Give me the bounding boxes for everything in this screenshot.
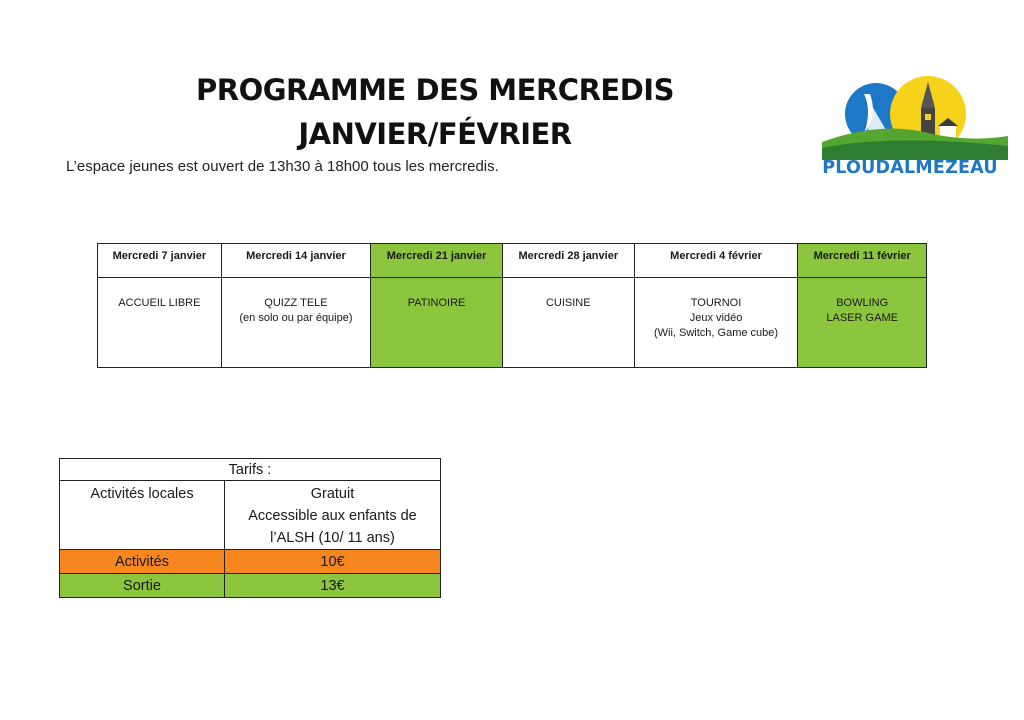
table-row — [60, 550, 441, 574]
schedule-activity-1 — [221, 278, 370, 368]
schedule-activity-0 — [98, 278, 222, 368]
schedule-table — [97, 243, 927, 368]
activity-line: ACCUEIL LIBRE — [118, 297, 201, 309]
activity-line: LASER GAME — [826, 312, 898, 324]
tarif-value — [225, 481, 441, 550]
schedule-date-4: Mercredi 4 février — [634, 244, 798, 278]
activity-line: (en solo ou par équipe) — [239, 312, 353, 324]
tarif-value-line: Accessible aux enfants de — [248, 508, 417, 524]
activity-line: TOURNOI — [690, 297, 742, 309]
tarif-value-line: l’ALSH (10/ 11 ans) — [270, 530, 395, 546]
tarif-label: Activités — [60, 550, 225, 574]
tarif-value: 10€ — [225, 550, 441, 574]
logo-text: PLOUDALMEZEAU — [822, 158, 998, 178]
activity-line: QUIZZ TELE — [264, 297, 328, 309]
activity-line: CUISINE — [545, 297, 591, 309]
page-title-line1: PROGRAMME DES MERCREDIS — [196, 73, 674, 107]
activity-line: PATINOIRE — [407, 297, 466, 309]
tarifs-title: Tarifs : — [60, 459, 441, 481]
tarif-value-line: Gratuit — [310, 486, 355, 502]
page-title-line2: JANVIER/FÉVRIER — [298, 117, 572, 151]
tarif-value: 13€ — [225, 574, 441, 598]
schedule-date-5: Mercredi 11 février — [798, 244, 927, 278]
tarif-label: Activités locales — [60, 481, 225, 550]
schedule-activity-2 — [371, 278, 503, 368]
activity-line: BOWLING — [836, 297, 889, 309]
schedule-date-1: Mercredi 14 janvier — [221, 244, 370, 278]
town-logo — [812, 76, 1008, 184]
activity-line: Jeux vidéo — [689, 312, 743, 324]
tarif-label: Sortie — [60, 574, 225, 598]
schedule-activity-4 — [634, 278, 798, 368]
schedule-date-0: Mercredi 7 janvier — [98, 244, 222, 278]
activity-line: (Wii, Switch, Game cube) — [653, 327, 779, 339]
schedule-date-2: Mercredi 21 janvier — [371, 244, 503, 278]
intro-text: L’espace jeunes est ouvert de 13h30 à 18h00 tous les mercredis. — [66, 158, 499, 175]
schedule-date-3: Mercredi 28 janvier — [502, 244, 634, 278]
logo-emblem-icon — [812, 76, 1008, 160]
table-row — [60, 574, 441, 598]
table-row — [60, 481, 441, 550]
tarifs-table — [59, 458, 441, 598]
schedule-activity-3 — [502, 278, 634, 368]
schedule-activity-5 — [798, 278, 927, 368]
